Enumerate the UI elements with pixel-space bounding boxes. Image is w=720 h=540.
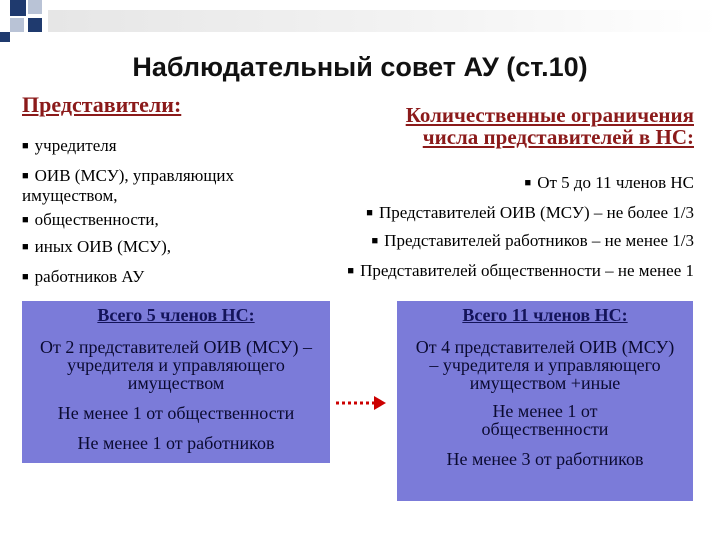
list-item: ■ Представителей общественности – не менее 1 <box>347 261 694 280</box>
bullet-square-icon: ■ <box>347 265 355 277</box>
list-item: ■ работников АУ <box>22 267 145 286</box>
min-council-line: Не менее 1 от работников <box>77 433 275 453</box>
bullet-square-icon: ■ <box>371 235 379 247</box>
max-council-box <box>397 301 693 501</box>
bullet-square-icon: ■ <box>22 271 29 283</box>
list-item: ■ общественности, <box>22 210 159 229</box>
list-item: ■ Представителей ОИВ (МСУ) – не более 1/3 <box>366 203 694 222</box>
representatives-heading: Представители: <box>22 92 182 117</box>
limits-heading-line2: числа представителей в НС: <box>422 125 694 149</box>
limits-heading <box>330 104 694 148</box>
page-title: Наблюдательный совет АУ (ст.10) <box>132 52 588 82</box>
max-council-line: От 4 представителей ОИВ (МСУ) – учредителя и управляющего имуществом +иные <box>415 337 675 393</box>
bullet-square-icon: ■ <box>366 207 373 219</box>
min-council-box <box>22 301 330 463</box>
bullet-square-icon: ■ <box>22 170 29 182</box>
min-council-line: От 2 представителей ОИВ (МСУ) – учредителя и управляющего имуществом <box>39 337 313 393</box>
title-bar-decoration <box>48 10 720 32</box>
list-item: ■ ОИВ (МСУ), управляющих имуществом, <box>22 166 235 205</box>
bullet-square-icon: ■ <box>22 140 29 152</box>
max-council-line: Не менее 1 от общественности <box>481 401 609 439</box>
list-item: ■ учредителя <box>22 136 117 155</box>
limits-heading-line1: Количественные ограничения <box>405 103 694 127</box>
max-council-line: Не менее 3 от работников <box>446 449 644 469</box>
min-council-heading: Всего 5 членов НС: <box>97 305 255 325</box>
dotted-arrow-icon <box>334 392 390 414</box>
list-item: ■ От 5 до 11 членов НС <box>524 173 694 192</box>
max-council-heading: Всего 11 членов НС: <box>462 305 628 325</box>
bullet-square-icon: ■ <box>22 241 29 253</box>
min-council-line: Не менее 1 от общественности <box>57 403 295 423</box>
bullet-square-icon: ■ <box>524 177 532 189</box>
list-item: ■ Представителей работников – не менее 1/3 <box>371 231 694 250</box>
list-item: ■ иных ОИВ (МСУ), <box>22 237 172 256</box>
bullet-square-icon: ■ <box>22 214 29 226</box>
